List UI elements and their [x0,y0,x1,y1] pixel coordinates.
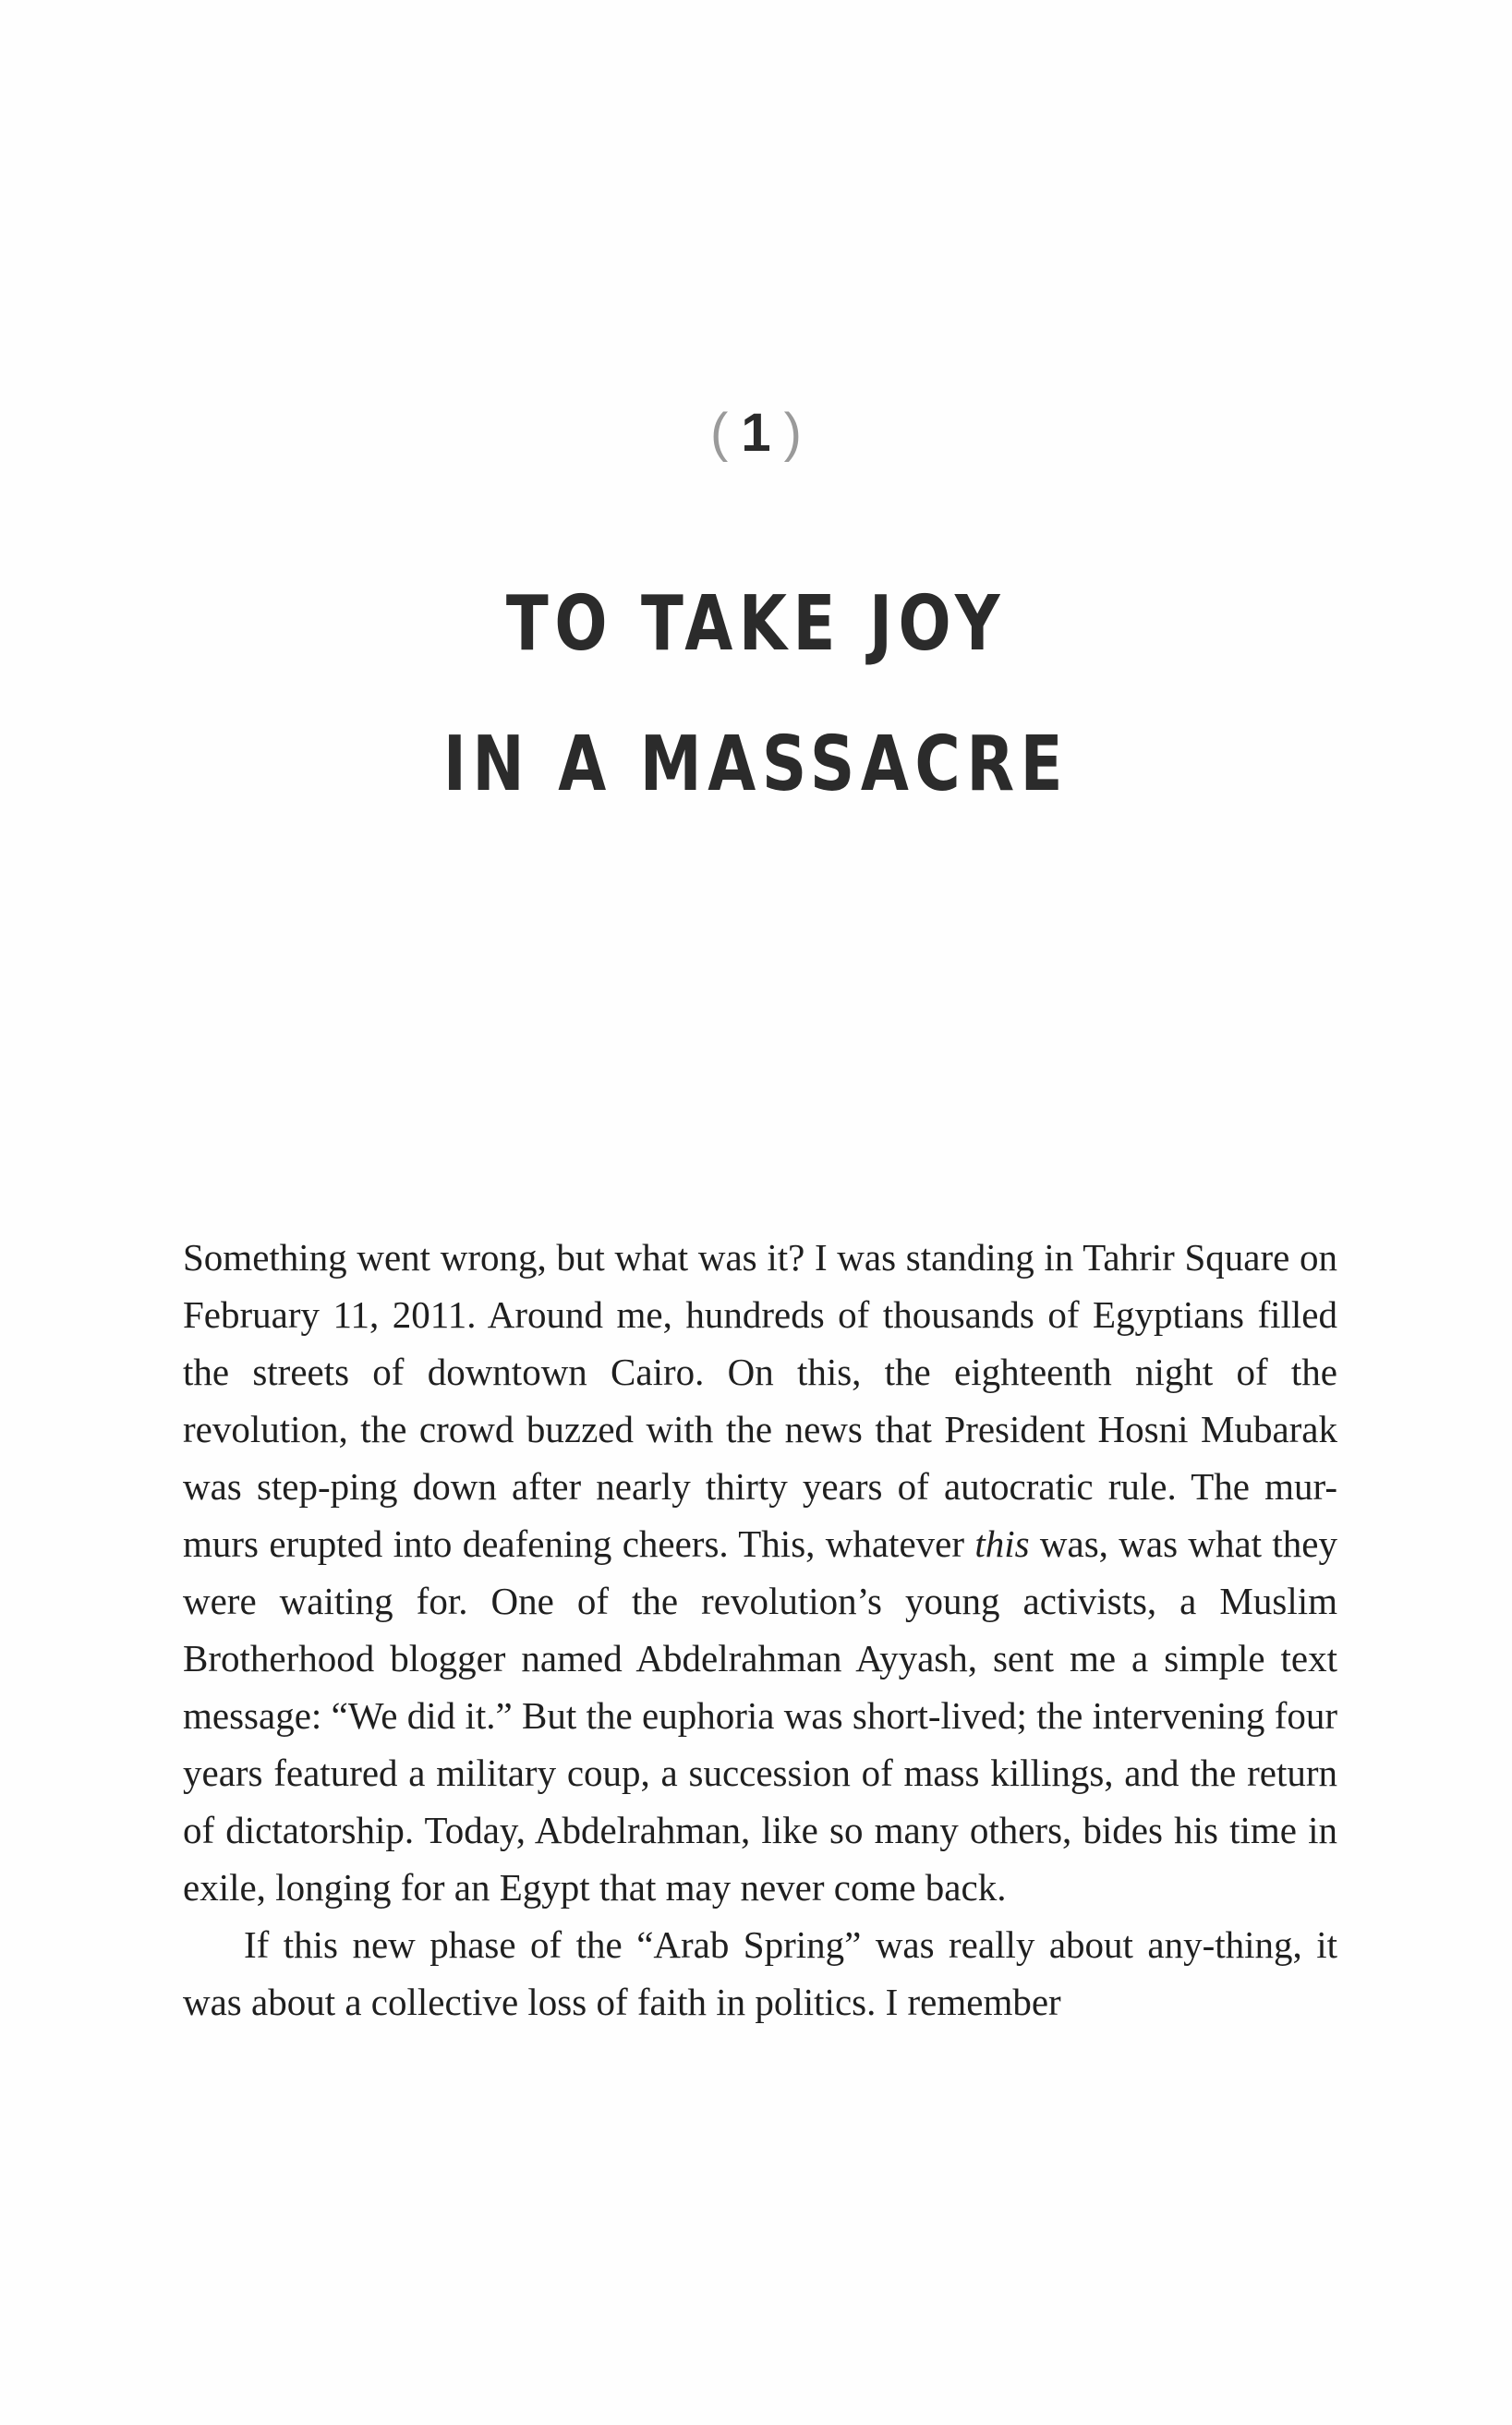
chapter-number-open-paren: ( [710,403,729,463]
chapter-number-value: 1 [741,403,771,463]
chapter-number-close-paren: ) [783,403,802,463]
paragraph-1-emphasis: this [974,1522,1030,1565]
body-text [183,1229,1337,2031]
chapter-title [136,554,1375,835]
chapter-title-line-2: IN A MASSACRE [442,721,1070,808]
paragraph-1 [183,1229,1337,1916]
paragraph-1-part-2: was, was what they were waiting for. One of the revolution’s young activists, a Muslim Brotherhood blogger named Abdelrahman Ayyash, sent me a simple text message: “We did it.” But the euphoria was short-lived; the intervening four years featured a military coup, a succession of mass killings, and the return of dictatorship. Today, Abdelrahman, like so many others, bides his time in exile, longing for an Egypt that may never come back. [183,1522,1337,1909]
chapter-number [0,402,1512,464]
chapter-title-line-1: TO TAKE JOY [505,580,1007,668]
paragraph-1-part-1: Something went wrong, but what was it? I was standing in Tahrir Square on February 11, 2011. Around me, hundreds of thousands of Egyptians filled the streets of downtown Cairo. On this, the eighteenth night of the revolution, the crowd buzzed with the news that President Hosni Mubarak was step-ping down after nearly thirty years of autocratic rule. The mur-murs erupted into deafening cheers. This, whatever [183,1236,1337,1565]
paragraph-2: If this new phase of the “Arab Spring” was really about any-thing, it was about a collective loss of faith in politics. I remember [183,1923,1337,2023]
